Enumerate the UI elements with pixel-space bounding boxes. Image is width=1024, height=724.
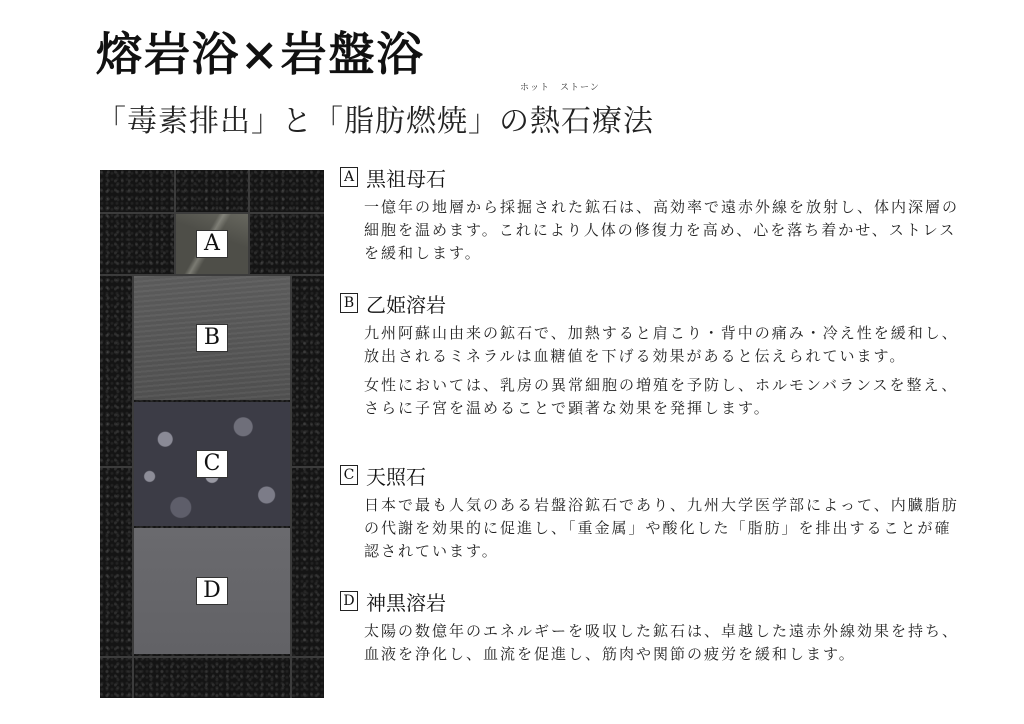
letter-badge: D <box>340 591 358 611</box>
stone-a <box>176 214 248 274</box>
tile-seam <box>248 170 250 276</box>
stone-b-label: B <box>196 324 228 352</box>
tile-seam <box>290 466 324 468</box>
stone-description-c <box>340 462 980 563</box>
item-title: 黒祖母石 <box>366 166 446 191</box>
stone-b <box>134 276 290 400</box>
furigana-annotation: ホット ストーン <box>520 83 600 93</box>
item-body <box>364 196 964 265</box>
tile-seam <box>100 466 134 468</box>
item-body <box>364 322 964 420</box>
item-title: 神黒溶岩 <box>366 590 446 615</box>
item-heading <box>340 588 980 614</box>
page-subtitle: 「毒素排出」と「脂肪燃焼」の熱石療法 <box>96 104 654 139</box>
item-title: 天照石 <box>366 464 426 489</box>
tile-seam <box>100 656 324 658</box>
stone-description-b <box>340 290 980 420</box>
letter-badge: A <box>340 167 358 187</box>
item-paragraph: 太陽の数億年のエネルギーを吸収した鉱石は、卓越した遠赤外線効果を持ち、血液を浄化し、血流を促進し、筋肉や関節の疲労を緩和します。 <box>364 622 960 663</box>
item-title: 乙姫溶岩 <box>366 292 446 317</box>
letter-badge: C <box>340 465 358 485</box>
stone-panel-image <box>100 170 324 698</box>
stone-c-label: C <box>196 450 228 478</box>
letter-badge: B <box>340 293 358 313</box>
stone-description-a <box>340 164 980 265</box>
item-paragraph: 女性においては、乳房の異常細胞の増殖を予防し、ホルモンバランスを整え、さらに子宮を温めることで顕著な効果を発揮します。 <box>364 376 959 417</box>
item-paragraph: 一億年の地層から採掘された鉱石は、高効率で遠赤外線を放射し、体内深層の細胞を温めます。これにより人体の修復力を高め、心を落ち着かせ、ストレスを緩和します。 <box>364 198 960 262</box>
stone-description-d <box>340 588 980 666</box>
page-title: 熔岩浴×岩盤浴 <box>96 27 425 81</box>
stone-a-label: A <box>196 230 228 258</box>
stone-d <box>134 528 290 654</box>
tile-seam <box>290 274 292 698</box>
stone-d-label: D <box>196 577 228 605</box>
item-body <box>364 620 964 666</box>
item-body <box>364 494 964 563</box>
item-heading <box>340 164 980 190</box>
item-paragraph: 日本で最も人気のある岩盤浴鉱石であり、九州大学医学部によって、内臓脂肪の代謝を効果的に促進し、「重金属」や酸化した「脂肪」を排出することが確認されています。 <box>364 496 959 560</box>
stone-c <box>134 402 290 526</box>
item-heading <box>340 290 980 316</box>
item-heading <box>340 462 980 488</box>
item-paragraph: 九州阿蘇山由来の鉱石で、加熱すると肩こり・背中の痛み・冷え性を緩和し、放出されるミネラルは血糖値を下げる効果があると伝えられています。 <box>364 324 959 365</box>
